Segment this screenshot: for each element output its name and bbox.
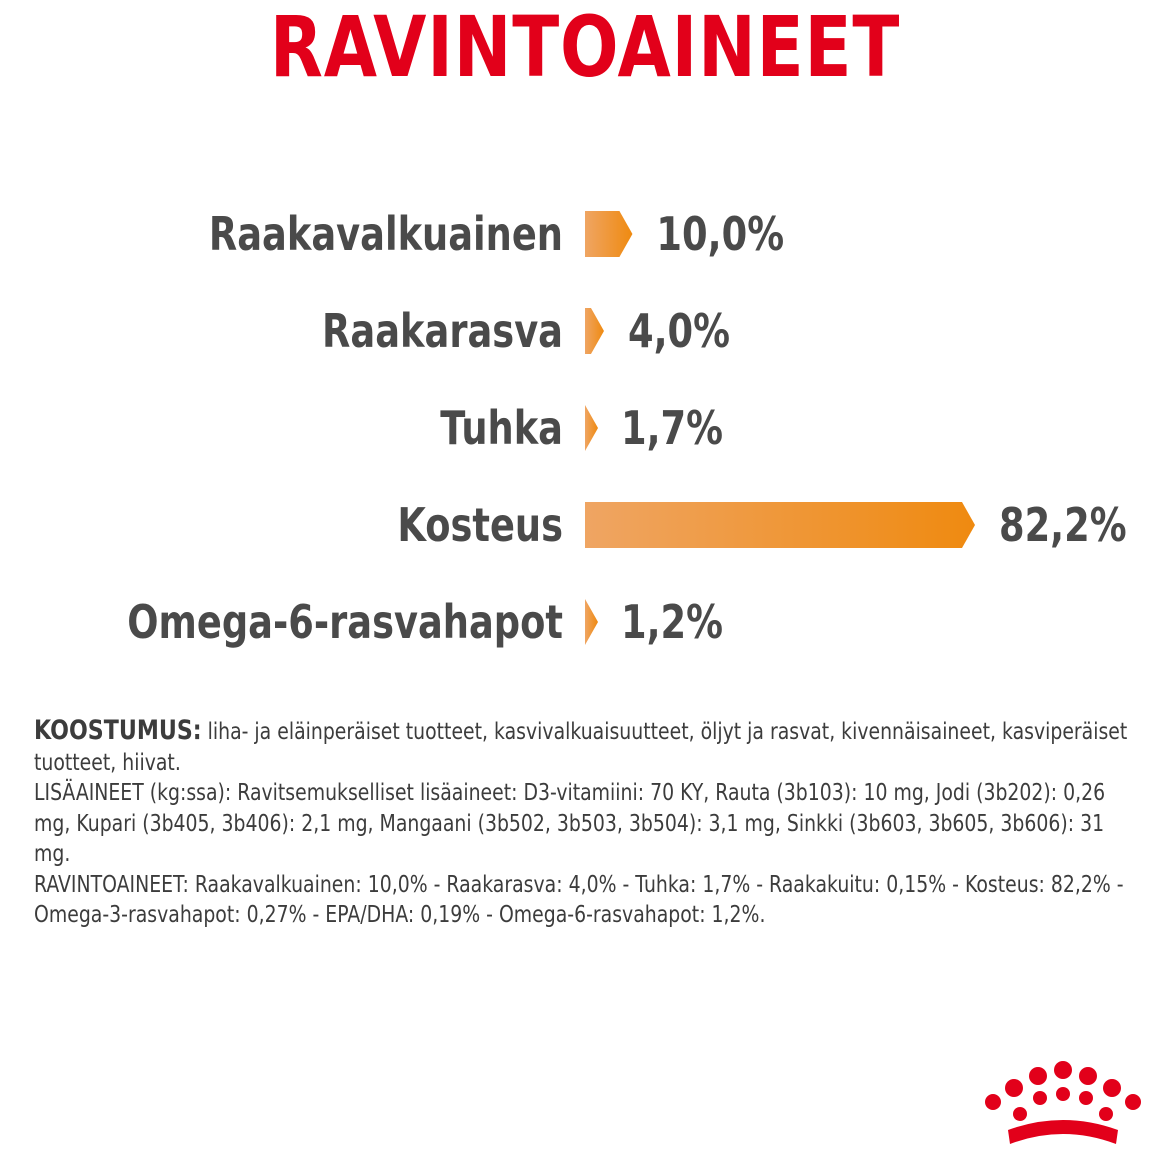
page-title: RAVINTOAINEET (269, 0, 901, 96)
composition-paragraph (34, 716, 1144, 778)
category-label: Kosteus (397, 497, 563, 553)
bars-group (127, 207, 1126, 649)
bar-raakarasva (585, 308, 604, 354)
value-label: 10,0% (656, 206, 785, 262)
category-label: Raakarasva (322, 303, 563, 359)
bar-raakavalkuainen (585, 211, 632, 257)
value-label: 4,0% (627, 303, 731, 359)
bar-tuhka (585, 405, 598, 451)
category-label: Omega-6-rasvahapot (127, 594, 563, 650)
bar-kosteus (585, 502, 975, 548)
value-label: 1,7% (621, 400, 724, 456)
category-label: Raakavalkuainen (208, 206, 563, 262)
bar-omega-6-rasvahapot (585, 599, 598, 645)
composition-text (34, 716, 1144, 931)
composition-nutrients: RAVINTOAINEET: Raakavalkuainen: 10,0% - Raakarasva: 4,0% - Tuhka: 1,7% - Raakakuitu: 0,15% - Kosteus: 82,2% - Omega-3-rasvahapot: 0,27% - EPA/DHA: 0,19% - Omega-6-rasvahapot: 1,2%. (34, 871, 1124, 928)
category-label: Tuhka (440, 400, 563, 456)
composition-ingredients: liha- ja eläinperäiset tuotteet, kasvivalkuaisuutteet, öljyt ja rasvat, kivennäisaineet, kasviperäiset tuotteet, hiivat. (34, 719, 1128, 776)
nutrient-bar-chart (0, 180, 1170, 680)
crown-icon (978, 1058, 1148, 1154)
value-label: 82,2% (999, 497, 1127, 553)
composition-lead: KOOSTUMUS: (34, 715, 202, 746)
composition-additives: LISÄAINEET (kg:ssa): Ravitsemukselliset lisäaineet: D3-vitamiini: 70 KY, Rauta (3b103): 10 mg, Jodi (3b202): 0,26 mg, Kupari (3b405, 3b406): 2,1 mg, Mangaani (3b502, 3b503, 3b504): 3,1 mg, Sinkki (3b603, 3b605, 3b606): 31 mg. (34, 780, 1106, 867)
value-label: 1,2% (621, 594, 724, 650)
